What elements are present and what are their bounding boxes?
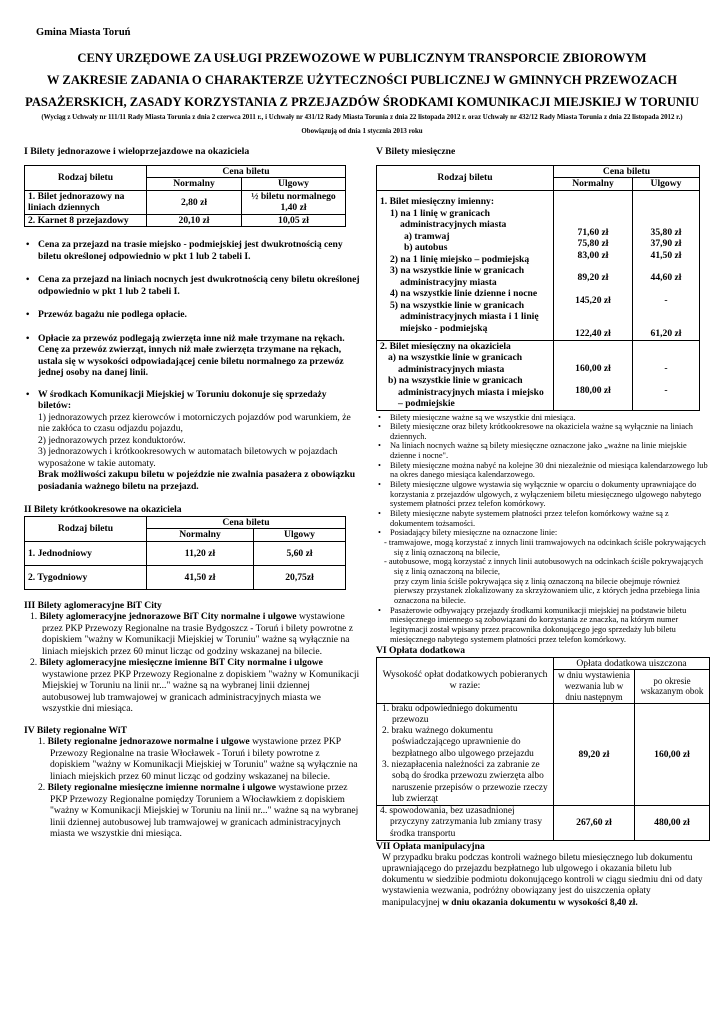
list-item: 2. Bilety regionalne miesięczne imienne normalne i ulgowe wystawione przez PKP Przewozy Regionalne pomiędzy Toruniem a Włocławkiem z dopiskiem "ważny w Komunikacji Miejskiej w Toruniu na linii nr..." ważne są na wybranej linii dziennej autobusowej lub tramwajowej w granicach administracyjnych miasta we wszystkie dni miesiąca.	[38, 782, 359, 840]
table-row: 2. Tygodniowy 41,50 zł 20,75zł	[25, 565, 346, 589]
wit-list	[24, 736, 360, 840]
list-item: • W środkach Komunikacji Miejskiej w Toruniu dokonuje się sprzedaży biletów:	[24, 389, 360, 412]
col-price: Cena biletu	[147, 165, 346, 178]
line-notes: - tramwajowe, mogą korzystać z innych linii tramwajowych na odcinkach ściśle pokrywających się z linią oznaczoną na bilecie, - autobusowe, mogą korzystać z innych linii autobusowych na odcinkach ściśle pokrywających się z linią oznaczoną na bilecie, przy czym linia ściśle pokrywająca się z linią oznaczoną na bilecie obejmuje również pierwszy przystanek zlokalizowany za skrzyżowaniem ulic, z których jedna przebiega linia oznaczona na bilecie.	[384, 538, 706, 605]
seller-item: 3) jednorazowych i krótkookresowych w automatach biletowych w pojazdach wyposażone w takie automaty.	[38, 446, 338, 469]
list-item: • Posiadający bilety miesięczne na oznaczone linie:	[376, 528, 710, 538]
list-item: • Bilety miesięczne ważne są we wszystkie dni miesiąca.	[376, 413, 710, 423]
section-7-title: VII Opłata manipulacyjna	[376, 841, 485, 853]
section-5-title: V Bilety miesięczne	[376, 146, 456, 157]
table-row: 2. Karnet 8 przejazdowy 20,10 zł 10,05 zł	[25, 214, 346, 227]
section-1-title: I Bilety jednorazowe i wieloprzejazdowe na okaziciela	[24, 146, 250, 157]
section-6-title: VI Opłata dodatkowa	[376, 645, 466, 657]
list-item: 1. Bilety regionalne jednorazowe normalne i ulgowe wystawione przez PKP Przewozy Regionalne na trasie Włocławek - Toruń i bilety powrotne z dopiskiem "ważny w Komunikacji Miejskiej w Toruniu" ważne są wyłącznie na liniach miejskich przez 60 minut licząc od godziny wskazanej na bilecie.	[38, 736, 358, 782]
list-item: • Bilety miesięczne nabyte systemem płatności przez telefon komórkowy ważne są z dokumentem tożsamości.	[376, 509, 710, 528]
list-item: • Opłacie za przewóz podlegają zwierzęta inne niż małe trzymane na rękach.	[24, 333, 360, 345]
monthly-group-1: 1. Bilet miesięczny imienny: 1) na 1 linię w granicach administracyjnych miasta a) tramwaj b) autobus 2) na 1 linię miejsko – podmiejską 3) na wszystkie linie w granicach administracyjny miasta 4) na wszystkie linie dzienne i nocne 5) na wszystkie linie w granicach administracyjnych miasta i 1 linię miejsko - podmiejską	[377, 190, 554, 340]
monthly-group-2: 2. Bilet miesięczny na okaziciela a) na wszystkie linie w granicach administracyjnych miasta b) na wszystkie linie w granicach administracyjnych miasta i miejsko – podmiejskie	[377, 340, 554, 410]
section-4-title: IV Bilety regionalne WiT	[24, 724, 127, 736]
sellers-list	[24, 389, 360, 412]
col-reduced: Ulgowy	[242, 178, 346, 191]
sellers-note: Brak możliwości zakupu biletu w pojeździe nie zwalnia pasażera z obowiązku posiadania ważnego biletu na przejazd.	[38, 469, 356, 492]
penalty-fees-table: Wysokość opłat dodatkowych pobieranych w razie: Opłata dodatkowa uiszczona w dniu wystawienia wezwania lub w dniu następnym po okresie wskazanym obok 1. braku odpowiedniego dokumentu przewozu 2. braku ważnego dokumentu poświadczającego uprawnienie do bezpłatnego albo ulgowego przejazdu 3. niezapłacenia należności za zabranie ze sobą do środka przewozu zwierzęta albo naruszenie przepisów o przewozie rzeczy lub zwierząt 89,20 zł 160,00 zł 4. spowodowania, bez uzasadnionej przyczyny zatrzymania lub zmiany trasy środka transportu 267,60 zł 480,00 zł	[376, 657, 710, 841]
single-tickets-table	[24, 165, 346, 228]
title-line-1: CENY URZĘDOWE ZA USŁUGI PRZEWOZOWE W PUBLICZNYM TRANSPORCIE ZBIOROWYM	[77, 51, 647, 65]
bit-city-list	[24, 611, 360, 715]
table-row: 1. braku odpowiedniego dokumentu przewozu 2. braku ważnego dokumentu poświadczającego uprawnienie do bezpłatnego albo ulgowego przejazdu 3. niezapłacenia należności za zabranie ze sobą do środka przewozu zwierzęta albo naruszenie przepisów o przewozie rzeczy lub zwierząt 89,20 zł 160,00 zł	[377, 703, 710, 806]
list-item: • Bilety miesięczne ulgowe wystawia się wyłącznie w oparciu o dokumenty uprawniające do korzystania z przejazdów ulgowych, z wyłączeniem biletu miesięcznego ulgowego nabytego systemem płatności przez telefon komórkowy.	[376, 480, 710, 509]
monthly-tickets-table: Rodzaj biletu Cena biletu Normalny Ulgowy 1. Bilet miesięczny imienny: 1) na 1 linię w granicach administracyjnych miasta a) tramwaj b) autobus 2) na 1 linię miejsko – podmiejską 3) na wszystkie linie w granicach administracyjny miasta 4) na wszystkie linie dzienne i nocne 5) na wszystkie linie w granicach administracyjnych miasta i 1 linię miejsko - podmiejską 71,60 zł 75,80 zł 83,00 zł 89,20 zł 145,20 zł 122,40 zł 35,80 zł 37,90 zł 41,50 zł 44,60 zł - 61,20 zł 2. Bilet miesięczny na okaziciela a) na wszystkie linie w granicach administracyjnych miasta b) na wszystkie linie w granicach administracyjnych miasta i miejsko – podmiejskie 160,00 zł 180,00 zł - -	[376, 165, 700, 411]
seller-item: 1) jednorazowych przez kierowców i motorniczych pojazdów pod warunkiem, że nie zakłóca to czasu odjazdu pojazdu,	[38, 411, 351, 435]
validity-note: Obowiązują od dnia 1 stycznia 2013 roku	[301, 128, 423, 135]
list-item: • Bilety miesięczne można nabyć na kolejne 30 dni niezależnie od miesiąca kalendarzowego lub na okres danego miesiąca kalendarzowego.	[376, 461, 710, 480]
section-3-title: III Bilety aglomeracyjne BiT City	[24, 599, 162, 611]
table-row: 1. Bilet jednorazowy na liniach dziennych 2,80 zł ½ biletu normalnego 1,40 zł	[25, 190, 346, 214]
col-normal: Normalny	[147, 178, 242, 191]
section-2-title: II Bilety krótkookresowe na okaziciela	[24, 504, 182, 516]
table-row: 4. spowodowania, bez uzasadnionej przyczyny zatrzymania lub zmiany trasy środka transportu 267,60 zł 480,00 zł	[377, 806, 710, 841]
col-ticket-type: Rodzaj biletu	[25, 165, 147, 190]
short-term-tickets-table: Rodzaj biletu Cena biletu Normalny Ulgowy 1. Jednodniowy 11,20 zł 5,60 zł 2. Tygodniowy 41,50 zł 20,75zł	[24, 516, 346, 590]
list-item: 2. Bilety aglomeracyjne miesięczne imienne BiT City normalne i ulgowe wystawione przez PKP Przewozy Regionalne z dopiskiem "ważny w Komunikacji Miejskiej w Toruniu na linii nr..." ważne są na wybranej linii dziennej autobusowej lub tramwajowej w granicach administracyjnych miasta we wszystkie dni miesiąca.	[30, 657, 360, 715]
title-line-2: W ZAKRESIE ZADANIA O CHARAKTERZE UŻYTECZNOŚCI PUBLICZNEJ W GMINNYCH PRZEWOZACH	[46, 73, 678, 87]
fare-rules-list	[24, 239, 360, 344]
list-item: • Cena za przejazd na liniach nocnych jest dwukrotnością ceny biletu określonej odpowiednio w pkt 1 lub 2 tabeli I.	[24, 274, 360, 297]
title-line-3: PASAŻERSKICH, ZASADY KORZYSTANIA Z PRZEJAZDÓW ŚRODKAMI KOMUNIKACJI MIEJSKIEJ W TORUNIU	[25, 95, 699, 109]
monthly-notes	[376, 413, 710, 539]
list-item: • Przewóz bagażu nie podlega opłacie.	[24, 309, 360, 321]
animals-note: Cenę za przewóz zwierząt, innych niż małe zwierzęta trzymane na rękach, ustala się w wysokości odpowiadającej cenie biletu normalnego za przewóz jednej osoby na danej linii.	[38, 344, 344, 379]
list-item: • Pasażerowie odbywający przejazdy środkami komunikacji miejskiej na podstawie biletu miesięcznego imiennego są zobowiązani do korzystania ze znaczka, na którym numer legitymacji został wpisany przez pracownika dokonującego jego sprzedaży lub biletu miesięcznego nabytego systemem płatności przez telefon komórkowy.	[376, 606, 710, 645]
seller-item: 2) jednorazowych przez konduktorów.	[38, 434, 186, 446]
left-column	[24, 146, 360, 840]
monthly-last-note	[376, 606, 710, 645]
right-column	[376, 146, 710, 909]
municipality-name: Gmina Miasta Toruń	[36, 27, 131, 38]
table-row: 1. Jednodniowy 11,20 zł 5,60 zł	[25, 541, 346, 565]
handling-fee-text: W przypadku braku podczas kontroli ważnego biletu miesięcznego lub dokumentu uprawniającego do przejazdu bezpłatnego lub ulgowego i okazania biletu lub dokumentu w siedzibie podmiotu dokonującego kontroli w ciągu siedmiu dni od daty wystawienia wezwania, podróżny obowiązany jest do uiszczenia opłaty manipulacyjnej w dniu okazania dokumentu w wysokości 8,40 zł.	[382, 852, 703, 908]
list-item: 1. Bilety aglomeracyjne jednorazowe BiT City normalne i ulgowe wystawione przez PKP Przewozy Regionalne na trasie Bydgoszcz - Toruń i bilety powrotne z dopiskiem "ważny w Komunikacji Miejskiej w Toruniu" ważne są wyłącznie na liniach miejskich przez 60 minut licząc od godziny wskazanej na bilecie.	[30, 611, 354, 657]
list-item: • Na liniach nocnych ważne są bilety miesięczne oznaczone jako „ważne na linie miejskie dzienne i nocne".	[376, 441, 710, 460]
resolution-excerpt: (Wyciąg z Uchwały nr 111/11 Rady Miasta Torunia z dnia 2 czerwca 2011 r., i Uchwały nr 431/12 Rady Miasta Torunia z dnia 22 listopada 2012 r. oraz Uchwały nr 432/12 Rady Miasta Torunia z dnia 22 listopada 2012 r.)	[41, 114, 683, 121]
list-item: • Bilety miesięczne oraz bilety krótkookresowe na okaziciela ważne są wyłącznie na liniach dziennych.	[376, 422, 710, 441]
list-item: • Cena za przejazd na trasie miejsko - podmiejskiej jest dwukrotnością ceny biletu określonej odpowiednio w pkt 1 lub 2 tabeli I.	[24, 239, 360, 262]
